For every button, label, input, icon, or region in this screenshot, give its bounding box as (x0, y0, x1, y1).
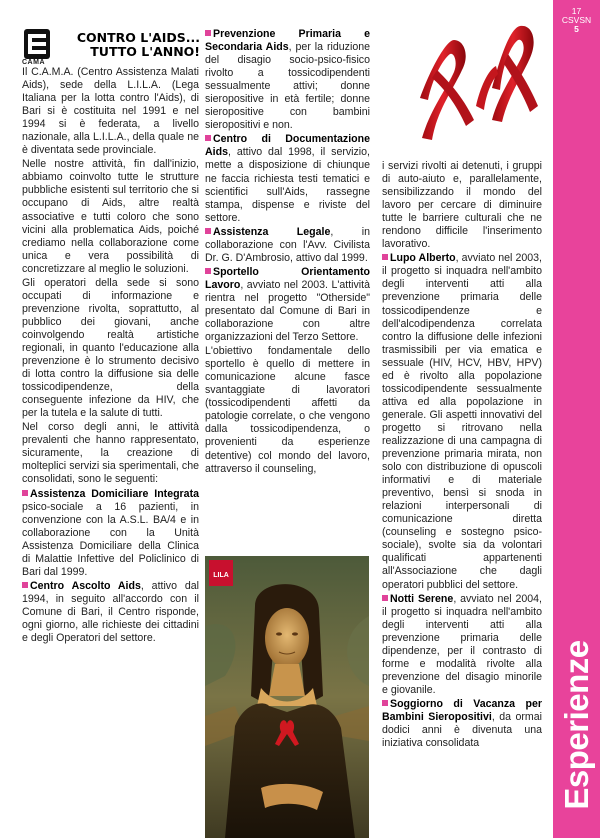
cama-logo-icon (22, 28, 52, 62)
service-text: , attivo dal 1994, in seguito all'accordo con il Comune di Bari, il Centro risponde, ogni giorno, alle richieste dei cittadini e degli Operatori del settore. (22, 579, 199, 645)
service-title: Prevenzione Primaria e Secondaria Aids (205, 28, 370, 54)
service-text: , attivo dal 1998, il servizio, mette a disposizione di chiunque ne faccia richiesta testi tematici e scientifici sull'Aids, rassegne stampa, dispense e riviste del settore. (205, 146, 370, 224)
service-item (205, 133, 370, 224)
bullet-square-icon (382, 700, 388, 706)
service-item (205, 226, 370, 265)
bullet-square-icon (382, 595, 388, 601)
bullet-square-icon (205, 228, 211, 234)
service-item (22, 488, 199, 579)
publication-name: CSVSN (561, 15, 592, 25)
paragraph: Gli operatori della sede si sono occupati di informazione e prevenzione rivolta, soprattutto, al pubblico dei giovani, anche coinvolgendo realtà artistiche regionali, in quanto l'educazione alla prevenzione è lo strumento decisivo di lotta contro la diffusione sia delle tossicodipendenze, della conseguente infezione da HIV, che per la tutela e la salute di tutti. (22, 276, 199, 420)
bullet-square-icon (205, 135, 211, 141)
section-label-text: Esperienze (558, 639, 595, 810)
service-text: , in collaborazione con l'Avv. Civilista Dr. G. D'Ambrosio, attivo dal 1999. (205, 225, 370, 264)
mona-lisa-painting-image (205, 556, 369, 838)
service-title: Centro di Documentazione Aids (205, 133, 370, 159)
red-ribbons-image (392, 10, 552, 155)
service-title: Lupo Alberto (390, 252, 456, 265)
section-label (557, 622, 597, 827)
paragraph: Nel corso degli anni, le attività prevalenti che hanno rappresentato, sicuramente, la creazione di molteplici servizi sia sperimentali, che consolidati, sono le seguenti: (22, 421, 199, 486)
service-title: Sportello Orientamento Lavoro (205, 265, 370, 291)
service-text: , avviato nel 2003. L'attività rientra nel progetto "Otherside" presentato dal Comune di Bari in collaborazione con altre organizzazioni del Terzo Settore. (205, 278, 370, 344)
service-item (382, 593, 542, 697)
service-text: , avviato nel 2003, il progetto si inquadra nell'ambito degli interventi atti alla prevenzione primaria delle tossicodipendenze e dell'alcodipendenza correlata contro la diffusione delle infezioni trasmissibili per via ematica e sessuale (HIV, HCV, HBV, HPV) ed è rivolto alla popolazione tossicodipendente sessualmente attiva ed alla popolazione in generale. Gli aspetti innovativi del progetto si ritrovano nella realizzazione di una campagna di prevenzione primaria mirata, non solo con distribuzione di opuscoli informativi e di materiale preventivo, bensì si snoda in relazioni interpersonali di comunicazione diretta (counseling e sostegno psico-sociale), svolte sia da volontari qualificati appartenenti all'Associazione che dagli operatori pubblici del settore. (382, 252, 542, 591)
text-column-2 (205, 28, 370, 477)
title-line-2: TUTTO L'ANNO! (90, 44, 200, 59)
bullet-square-icon (205, 268, 211, 274)
service-text: , avviato nel 2004, il progetto si inquadra nell'ambito degli interventi atti alla prevenzione primaria delle dipendenze, per il contrasto di forme e modalità rivolte alla prevenzione del disagio minorile e giovanile. (382, 592, 542, 696)
bullet-square-icon (22, 490, 28, 496)
service-text: , per la riduzione del disagio socio-psico-fisico rivolto a tossicodipendenti sessualmente attivi; donne sieropositive in età fertile; donne sieropositive con bambini sieropositivi e non. (205, 41, 370, 132)
bullet-square-icon (205, 30, 211, 36)
bullet-square-icon (382, 254, 388, 260)
page-number: 17 (571, 6, 582, 16)
lila-tag-text: LILA (213, 572, 229, 579)
text-column-1 (22, 66, 199, 646)
logo-text: CAMA (22, 59, 45, 66)
service-title: Centro Ascolto Aids (30, 579, 141, 592)
service-title: Assistenza Domiciliare Integrata (30, 487, 199, 500)
service-item (382, 698, 542, 750)
paragraph: Nelle nostre attività, fin dall'inizio, abbiamo coinvolto tutte le strutture pubbliche esistenti sul territorio che si occupano di Aids, altre realtà associative e tutti coloro che sono vicini alla problematica Aids, poiché crediamo nella collaborazione come unica e vera possibilità di concretizzare al meglio le soluzioni. (22, 158, 199, 275)
issue-number: 5 (574, 24, 579, 34)
service-item (205, 266, 370, 344)
article-title (60, 31, 200, 59)
service-title: Soggiorno di Vacanza per Bambini Sieropositivi (382, 697, 542, 723)
service-item (382, 252, 542, 591)
paragraph: i servizi rivolti ai detenuti, i gruppi di auto-aiuto e, parallelamente, sensibilizzando il mondo del lavoro per cercare di diminuire tutte le barriere culturali che ne rendono difficile l'inserimento lavorativo. (382, 160, 542, 251)
title-line-1: CONTRO L'AIDS... (76, 30, 200, 45)
service-item (205, 28, 370, 132)
bullet-square-icon (22, 582, 28, 588)
text-column-3 (382, 160, 542, 751)
paragraph: Il C.A.M.A. (Centro Assistenza Malati Aids), sede della L.I.L.A. (Lega Italiana per la lotta contro l'Aids), di Bari si è costituita nel 1991 e nel 1994 si è federata, a livello nazionale, alla L.I.L.A., della quale ne è diventata sede provinciale. (22, 66, 199, 157)
service-text: , da ormai dodici anni è divenuta una iniziativa consolidata (382, 710, 542, 750)
service-item (22, 580, 199, 645)
service-title: Assistenza Legale (213, 225, 331, 238)
page-info (553, 7, 600, 34)
service-title: Notti Serene (390, 592, 454, 605)
service-text: psico-sociale a 16 pazienti, in convenzione con la A.S.L. BA/4 e in collaborazione con la Unità Assistenza Domiciliare della Clinica di Malattie Infettive del Policlinico di Bari dal 1999. (22, 500, 199, 578)
paragraph: L'obiettivo fondamentale dello sportello è quello di mettere in comunicazione alcune fasce svantaggiate di lavoratori (tossicodipendenti affetti da patologie correlate, o che vengono dalla tossicodipendenza, o provenienti da esperienze detentive) col mondo del lavoro, attraverso il counseling, (205, 345, 370, 475)
